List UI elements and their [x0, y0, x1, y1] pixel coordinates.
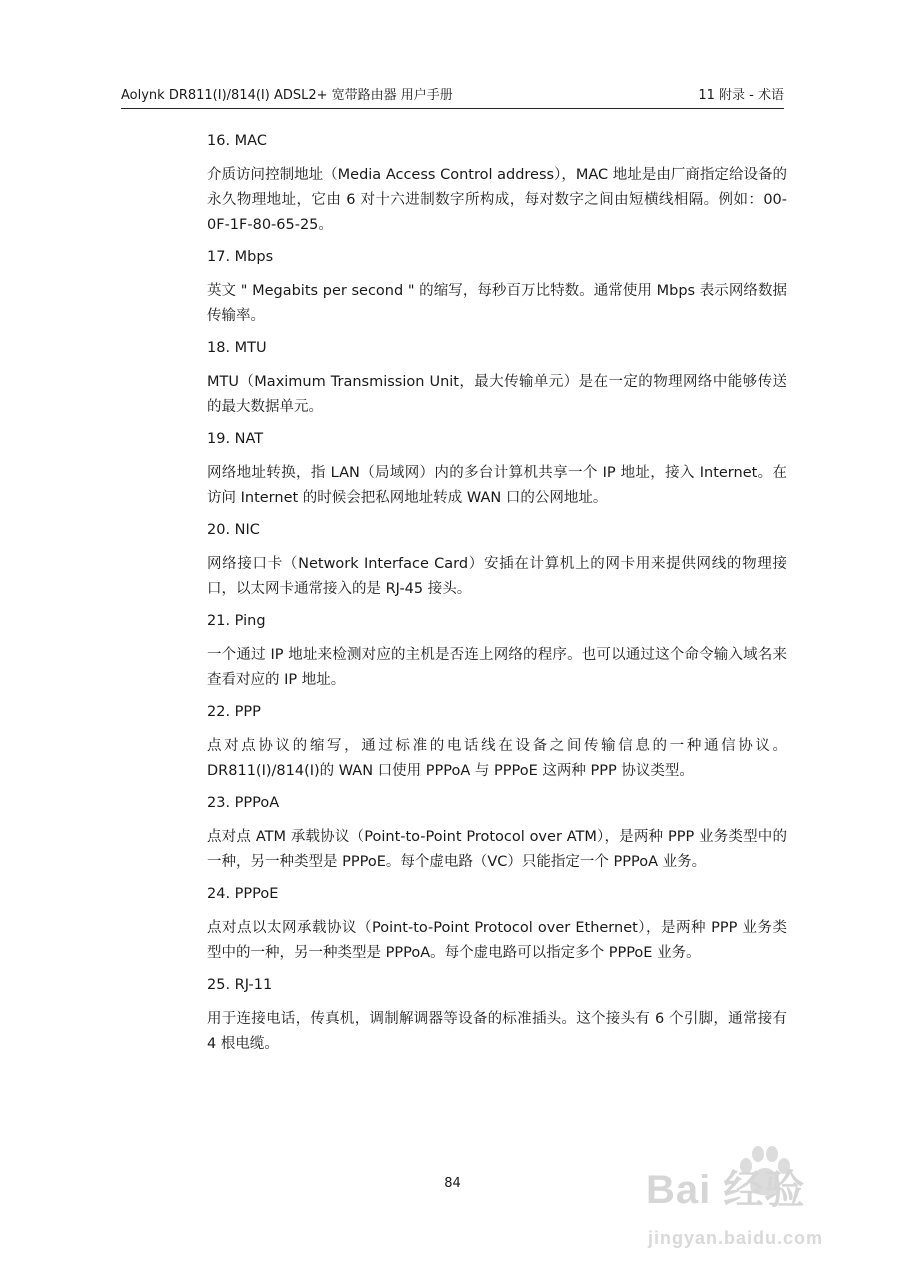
term-definition: 一个通过 IP 地址来检测对应的主机是否连上网络的程序。也可以通过这个命令输入域名来查看对应的 IP 地址。 [207, 647, 787, 688]
term-heading: 23. PPPoA [207, 795, 280, 811]
term-definition: 点对点以太网承载协议（Point-to-Point Protocol over Ethernet），是两种 PPP 业务类型中的一种，另一种类型是 PPPoA。每个虚电路可以指定多个 PPPoE 业务。 [207, 920, 787, 961]
term-definition: 网络接口卡（Network Interface Card）安插在计算机上的网卡用来提供网线的物理接口，以太网卡通常接入的是 RJ-45 接头。 [207, 556, 787, 597]
term-heading: 18. MTU [207, 340, 267, 356]
term-heading: 25. RJ-11 [207, 977, 273, 993]
term-definition: 介质访问控制地址（Media Access Control address），MAC 地址是由厂商指定给设备的永久物理地址，它由 6 对十六进制数字所构成，每对数字之间由短横线相隔。例如：00-0F-1F-80-65-25。 [207, 167, 787, 233]
term-heading: 19. NAT [207, 431, 264, 447]
glossary-entry-nat [207, 428, 787, 511]
watermark-brand: Bai 经验 [646, 1168, 806, 1212]
glossary-entry-mtu [207, 337, 787, 420]
term-heading: 22. PPP [207, 704, 261, 720]
term-definition: 点对点协议的缩写，通过标准的电话线在设备之间传输信息的一种通信协议。DR811(I)/814(I)的 WAN 口使用 PPPoA 与 PPPoE 这两种 PPP 协议类型。 [207, 738, 787, 779]
glossary-entry-pppoe [207, 883, 787, 966]
glossary-entry-ppp [207, 701, 787, 784]
glossary-content [207, 130, 787, 1065]
term-definition: MTU（Maximum Transmission Unit，最大传输单元）是在一定的物理网络中能够传送的最大数据单元。 [207, 374, 787, 415]
page-header [121, 86, 784, 109]
page-number: 84 [444, 1176, 461, 1191]
term-definition: 英文 " Megabits per second " 的缩写，每秒百万比特数。通常使用 Mbps 表示网络数据传输率。 [207, 283, 787, 324]
header-chapter-title: 11 附录 - 术语 [698, 88, 784, 103]
term-heading: 21. Ping [207, 613, 266, 629]
term-definition: 点对点 ATM 承载协议（Point-to-Point Protocol over ATM），是两种 PPP 业务类型中的一种，另一种类型是 PPPoE。每个虚电路（VC）只能指定一个 PPPoA 业务。 [207, 829, 787, 870]
glossary-entry-mac [207, 130, 787, 238]
term-definition: 网络地址转换，指 LAN（局域网）内的多台计算机共享一个 IP 地址，接入 Internet。在访问 Internet 的时候会把私网地址转成 WAN 口的公网地址。 [207, 465, 787, 506]
term-heading: 24. PPPoE [207, 886, 279, 902]
glossary-entry-mbps [207, 246, 787, 329]
term-heading: 17. Mbps [207, 249, 274, 265]
glossary-entry-nic [207, 519, 787, 602]
glossary-entry-rj11 [207, 974, 787, 1057]
term-heading: 16. MAC [207, 133, 267, 149]
term-heading: 20. NIC [207, 522, 260, 538]
baidu-jingyan-watermark [642, 1150, 872, 1272]
glossary-entry-ping [207, 610, 787, 693]
term-definition: 用于连接电话，传真机，调制解调器等设备的标准插头。这个接头有 6 个引脚，通常接有 4 根电缆。 [207, 1011, 787, 1052]
watermark-url: jingyan.baidu.com [648, 1228, 824, 1248]
header-manual-title: Aolynk DR811(I)/814(I) ADSL2+ 宽带路由器 用户手册 [121, 88, 453, 103]
glossary-entry-pppoa [207, 792, 787, 875]
